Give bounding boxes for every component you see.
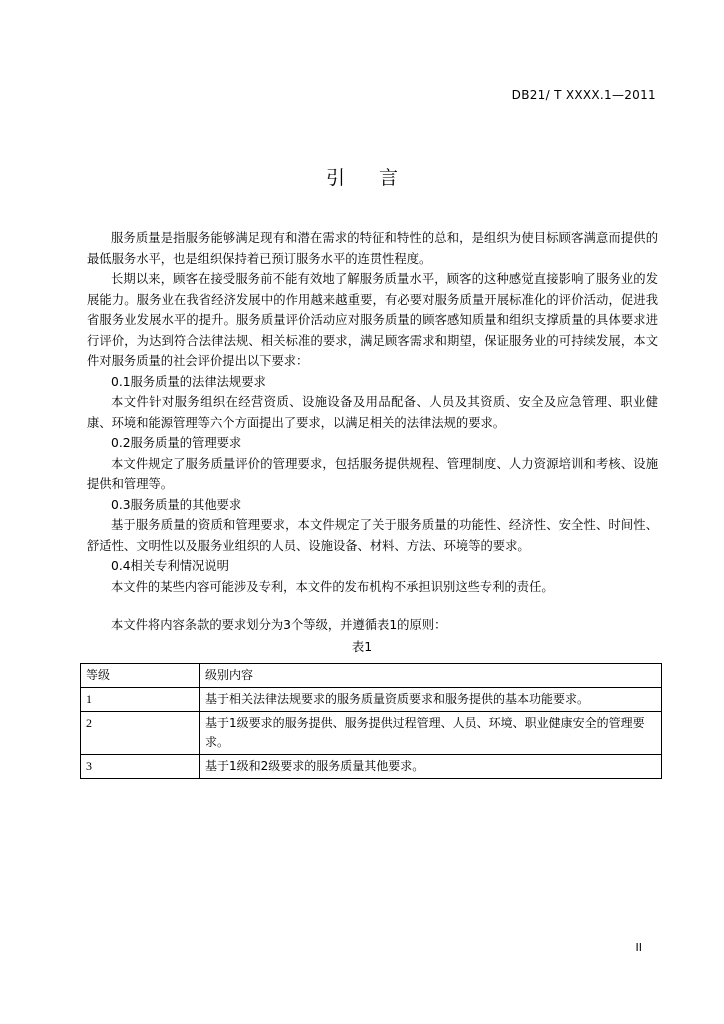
section-heading-0-2: 0.2服务质量的管理要求 xyxy=(111,436,242,450)
table-cell-content: 基于相关法律法规要求的服务质量资质要求和服务提供的基本功能要求。 xyxy=(200,688,662,712)
section-heading-0-3: 0.3服务质量的其他要求 xyxy=(111,497,242,512)
paragraph-0-1: 本文件针对服务组织在经营资质、设施设备及用品配备、人员及其资质、安全及应急管理、职业健康、环境和能源管理等六个方面提出了要求，以满足相关的法律法规的要求。 xyxy=(87,395,658,430)
table-cell-level: 1 xyxy=(81,688,200,712)
table-header-level: 等级 xyxy=(81,664,200,688)
paragraph-definition: 服务质量是指服务能够满足现有和潜在需求的特征和特性的总和，是组织为使目标顾客满意而提供的最低服务水平，也是组织保持着已预订服务水平的连贯性程度。 xyxy=(87,231,658,266)
section-heading-0-4: 0.4相关专利情况说明 xyxy=(111,559,229,573)
table-cell-content: 基于1级和2级要求的服务质量其他要求。 xyxy=(200,755,662,779)
table-cell-content: 基于1级要求的服务提供、服务提供过程管理、人员、环境、职业健康安全的管理要求。 xyxy=(200,712,662,755)
table-row xyxy=(81,712,662,755)
section-heading-0-1: 0.1服务质量的法律法规要求 xyxy=(111,374,266,389)
paragraph-levels-intro: 本文件将内容条款的要求划分为3个等级，并遵循表1的原则： xyxy=(111,618,447,632)
paragraph-background: 长期以来，顾客在接受服务前不能有效地了解服务质量水平，顾客的这种感觉直接影响了服务业的发展能力。服务业在我省经济发展中的作用越来越重要，有必要对服务质量开展标准化的评价活动，促进我省服务业发展水平的提升。服务质量评价活动应对服务质量的顾客感知质量和组织支撑质量的具体要求进行评价，为达到符合法律法规、相关标准的要求，满足顾客需求和期望，保证服务业的可持续发展，本文件对服务质量的社会评价提出以下要求： xyxy=(87,272,658,368)
paragraph-0-2: 本文件规定了服务质量评价的管理要求，包括服务提供规程、管理制度、人力资源培训和考核、设施提供和管理等。 xyxy=(87,456,658,491)
table-row xyxy=(81,755,662,779)
paragraph-0-4: 本文件的某些内容可能涉及专利，本文件的发布机构不承担识别这些专利的责任。 xyxy=(111,579,554,594)
page-title: 引言 xyxy=(325,167,432,189)
table-header-row xyxy=(81,664,662,688)
table-header-content: 级别内容 xyxy=(200,664,662,688)
table-caption: 表1 xyxy=(351,639,373,654)
table-cell-level: 2 xyxy=(81,712,200,755)
document-body xyxy=(87,228,658,636)
levels-table xyxy=(80,663,662,779)
table-row xyxy=(81,688,662,712)
page-number: II xyxy=(635,941,642,954)
paragraph-spacer xyxy=(87,597,658,615)
paragraph-0-3: 基于服务质量的资质和管理要求，本文件规定了关于服务质量的功能性、经济性、安全性、时间性、舒适性、文明性以及服务业组织的人员、设施设备、材料、方法、环境等的要求。 xyxy=(87,518,658,553)
document-code-header: DB21/ T XXXX.1—2011 xyxy=(511,88,656,102)
table-cell-level: 3 xyxy=(81,755,200,779)
